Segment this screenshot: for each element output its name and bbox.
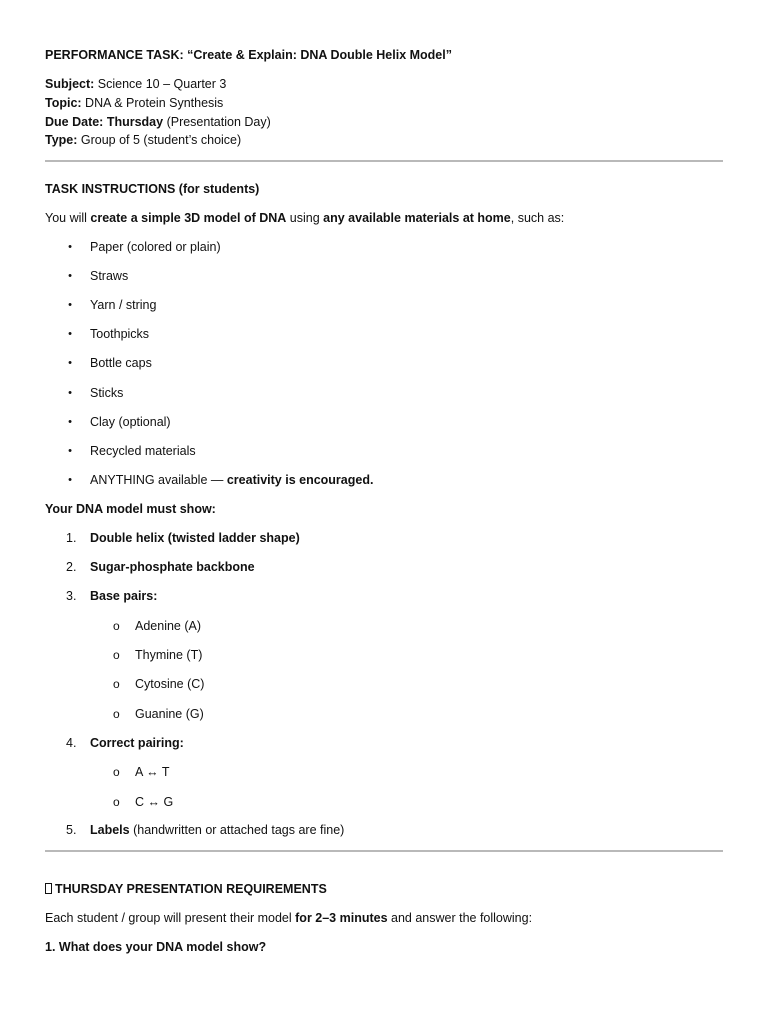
list-item: • Recycled materials xyxy=(45,443,725,459)
due-date-line: Due Date: Thursday (Presentation Day) xyxy=(45,115,271,129)
requirement-item: 4. Correct pairing: xyxy=(66,736,184,750)
subject-line: Subject: Science 10 – Quarter 3 xyxy=(45,77,227,91)
circle-bullet-icon: o xyxy=(113,677,120,691)
circle-bullet-icon: o xyxy=(113,707,120,721)
requirements-heading: Your DNA model must show: xyxy=(45,502,216,516)
bullet-icon: • xyxy=(68,416,72,428)
sub-list-item: o Cytosine (C) xyxy=(113,677,205,691)
sub-list-item: o A ↔ T xyxy=(113,765,170,779)
list-item: • Toothpicks xyxy=(45,326,725,342)
divider xyxy=(45,850,723,852)
bullet-icon: • xyxy=(68,299,72,311)
bullet-icon: • xyxy=(68,241,72,253)
requirement-item: 2. Sugar-phosphate backbone xyxy=(66,560,255,574)
document-title: PERFORMANCE TASK: “Create & Explain: DNA Double Helix Model” xyxy=(45,48,452,62)
requirement-item: 1. Double helix (twisted ladder shape) xyxy=(66,531,300,545)
circle-bullet-icon: o xyxy=(113,765,120,779)
list-item: • ANYTHING available — creativity is encouraged. xyxy=(45,472,725,488)
bullet-icon: • xyxy=(68,357,72,369)
list-item: • Straws xyxy=(45,268,725,284)
bullet-icon: • xyxy=(68,328,72,340)
circle-bullet-icon: o xyxy=(113,795,120,809)
sub-list-item: o C ↔ G xyxy=(113,795,174,809)
topic-line: Topic: DNA & Protein Synthesis xyxy=(45,96,224,110)
list-item: • Yarn / string xyxy=(45,297,725,313)
presentation-intro: Each student / group will present their model for 2–3 minutes and answer the following: xyxy=(45,911,533,925)
sub-list-item: o Adenine (A) xyxy=(113,619,202,633)
presentation-question: 1. What does your DNA model show? xyxy=(45,940,267,954)
missing-glyph-icon xyxy=(45,883,52,894)
instructions-heading: TASK INSTRUCTIONS (for students) xyxy=(45,182,260,196)
list-item: • Sticks xyxy=(45,385,725,401)
list-item: • Bottle caps xyxy=(45,355,725,371)
sub-list-item: o Guanine (G) xyxy=(113,707,204,721)
instructions-intro: You will create a simple 3D model of DNA using any available materials at home, such as: xyxy=(45,211,565,225)
bullet-icon: • xyxy=(68,270,72,282)
bullet-icon: • xyxy=(68,387,72,399)
circle-bullet-icon: o xyxy=(113,619,120,633)
presentation-heading: THURSDAY PRESENTATION REQUIREMENTS xyxy=(45,881,725,897)
divider xyxy=(45,160,723,162)
type-line: Type: Group of 5 (student’s choice) xyxy=(45,133,242,147)
requirement-item: 3. Base pairs: xyxy=(66,589,158,603)
bullet-icon: • xyxy=(68,474,72,486)
requirement-item: 5. Labels (handwritten or attached tags are fine) xyxy=(66,823,345,837)
circle-bullet-icon: o xyxy=(113,648,120,662)
bullet-icon: • xyxy=(68,445,72,457)
list-item: • Clay (optional) xyxy=(45,414,725,430)
sub-list-item: o Thymine (T) xyxy=(113,648,203,662)
list-item: • Paper (colored or plain) xyxy=(45,239,725,255)
